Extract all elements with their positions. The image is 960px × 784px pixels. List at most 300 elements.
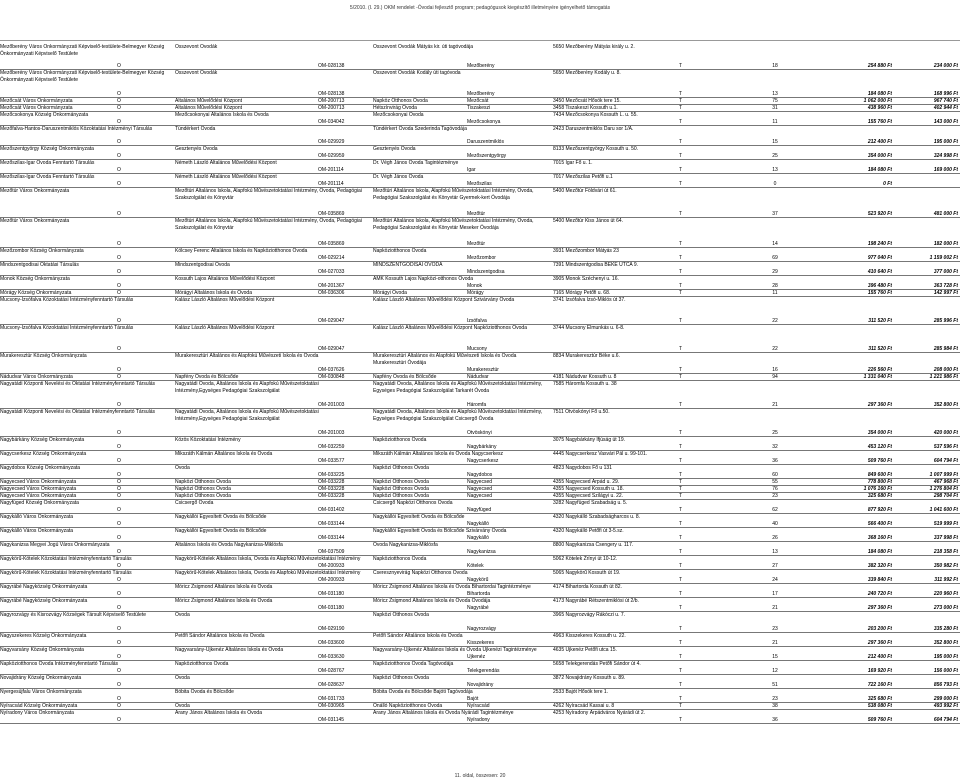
intezmeny-cell: Arany János Általános Iskola és Óvoda	[175, 710, 262, 716]
tipus-cell: T	[679, 98, 683, 104]
letszam-cell: 22	[772, 346, 778, 352]
intezmeny-cell: Összevont Óvodák	[175, 70, 218, 76]
telephely-cell: Napközi Otthonos Óvoda	[373, 675, 429, 681]
telephely-cell: Nagyatádi Óvoda, Általános Iskola és Alapfokú Művészetoktatási Intézmény, Egységes Pedagógiai Szakszolgálat Csicsergő Óvoda	[373, 409, 543, 422]
telepules-cell: Mezőcsokonya	[467, 119, 501, 125]
table-row	[0, 262, 960, 276]
ovoda-flag-cell: Ó	[117, 430, 121, 436]
tipus-cell: T	[679, 119, 683, 125]
om-id-cell: OM-029190	[318, 626, 345, 632]
telephely-cell: Petőfi Sándor Általános Iskola és Óvoda	[373, 633, 463, 639]
telepules-cell: Nagydobos	[467, 472, 493, 478]
letszam-cell: 62	[772, 507, 778, 513]
table-row	[0, 437, 960, 451]
telepules-cell: Izsófalva	[467, 318, 487, 324]
table-row	[0, 570, 960, 584]
megitelt-osszeg-cell: 352 800 Ft	[933, 640, 958, 646]
cim-cell: 2533 Bajót Hősök tere 1.	[553, 689, 609, 695]
om-id-cell: OM-031402	[318, 507, 345, 513]
megitelt-osszeg-cell: 1 221 986 Ft	[929, 374, 958, 380]
letszam-cell: 21	[772, 640, 778, 646]
intezmeny-cell: Csicsergő Óvoda	[175, 500, 214, 506]
letszam-cell: 75	[772, 98, 778, 104]
ovoda-flag-cell: Ó	[117, 283, 121, 289]
intezmeny-cell: Napközi Otthonos Óvoda	[175, 493, 231, 499]
table-row	[0, 353, 960, 374]
cim-cell: 5400 Mezőtúr Kiss János út 64.	[553, 218, 624, 224]
table-row	[0, 675, 960, 689]
intezmeny-cell: Mezőcsokonyai Általános Iskola és Óvoda	[175, 112, 269, 118]
telephely-cell: Cseresznyevirág Napközi Otthonos Óvoda	[373, 570, 468, 576]
fenntarto-cell: Nádudvar Város Önkormányzata	[0, 374, 73, 380]
telepules-cell: Nagybárkány	[467, 444, 497, 450]
megitelt-osszeg-cell: 1 159 002 Ft	[929, 255, 958, 261]
table-row	[0, 374, 960, 381]
letszam-cell: 13	[772, 167, 778, 173]
tipus-cell: T	[679, 682, 683, 688]
tipus-cell: T	[679, 374, 683, 380]
om-id-cell: OM-029047	[318, 318, 345, 324]
telephely-cell: Napközi Otthonos Óvoda	[373, 486, 429, 492]
table-row	[0, 451, 960, 465]
telephely-cell: Csicsergő Napközi Otthonos Óvoda	[373, 500, 453, 506]
om-id-cell: OM-028138	[318, 91, 345, 97]
igenyelt-osszeg-cell: 410 640 Ft	[867, 269, 892, 275]
tipus-cell: T	[679, 290, 683, 296]
ovoda-flag-cell: Ó	[117, 486, 121, 492]
table-row	[0, 70, 960, 98]
om-id-cell: OM-028767	[318, 668, 345, 674]
fenntarto-cell: Nagyszekeres Község Önkormányzata	[0, 633, 87, 639]
intezmeny-cell: Bóbita Óvoda és Bölcsőde	[175, 689, 234, 695]
letszam-cell: 21	[772, 402, 778, 408]
ovoda-flag-cell: Ó	[117, 346, 121, 352]
cim-cell: 7434 Mezőcsokonya Kossuth L. u. 55.	[553, 112, 638, 118]
table-row	[0, 612, 960, 633]
igenyelt-osszeg-cell: 566 400 Ft	[867, 521, 892, 527]
letszam-cell: 24	[772, 577, 778, 583]
ovoda-flag-cell: Ó	[117, 668, 121, 674]
tipus-cell: T	[679, 269, 683, 275]
igenyelt-osszeg-cell: 849 600 Ft	[867, 472, 892, 478]
letszam-cell: 55	[772, 479, 778, 485]
letszam-cell: 18	[772, 63, 778, 69]
ovoda-flag-cell: Ó	[117, 591, 121, 597]
megitelt-osszeg-cell	[900, 181, 958, 188]
cim-cell: 8800 Nagykanizsa Csengery u. 117.	[553, 542, 634, 548]
fenntarto-cell: Monok Község Önkormányzata	[0, 276, 70, 282]
ovoda-flag-cell: Ó	[117, 167, 121, 173]
telephely-cell: Mezőtúri Általános Iskola, Alapfokú Művészetoktatási Intézmény, Óvoda, Pedagógiai Szakszolgálat és Könyvtár Meseker Óvodája	[373, 218, 534, 231]
fenntarto-cell: Mezőzombor Község Önkormányzata	[0, 248, 84, 254]
om-id-cell: OM-031145	[318, 717, 345, 723]
fenntarto-cell: Nagyvarsány Község Önkormányzata	[0, 647, 84, 653]
tipus-cell: T	[679, 167, 683, 173]
telephely-cell: Napköziotthonos Óvoda Tagóvodája	[373, 661, 454, 667]
letszam-cell: 23	[772, 696, 778, 702]
om-id-cell: OM-030848	[318, 374, 345, 380]
intezmeny-cell: Gesztenyés Óvoda	[175, 146, 218, 152]
om-id-cell: OM-029959	[318, 153, 345, 159]
telephely-cell: Nagykállói Egyesített Óvoda és Bölcsőde Szivárvány Óvoda	[373, 528, 507, 534]
cim-cell: 4181 Nádudvar Kossuth u. 8	[553, 374, 617, 380]
letszam-cell: 76	[772, 486, 778, 492]
ovoda-flag-cell: Ó	[117, 374, 121, 380]
tipus-cell: T	[679, 402, 683, 408]
letszam-cell: 37	[772, 211, 778, 217]
telephely-cell: Tündérkert Óvoda Szederinda Tagóvodája	[373, 126, 467, 132]
intezmeny-cell: Kölcsey Ferenc Általános Iskola és Napköziotthonos Óvoda	[175, 248, 308, 254]
telepules-cell: Nagykálló	[467, 521, 489, 527]
cim-cell: 4355 Nagyecsed Kossuth u. 18.	[553, 486, 624, 492]
tipus-cell: T	[679, 591, 683, 597]
table-row	[0, 174, 960, 188]
telepules-cell: Nagyrozvágy	[467, 626, 497, 632]
cim-cell: 5065 Nagykörű Kossuth út 19.	[553, 570, 621, 576]
cim-cell: 5650 Mezőberény Kodály u. 8.	[553, 70, 621, 76]
megitelt-osszeg-cell: 156 000 Ft	[933, 668, 958, 674]
telephely-cell: Dr. Végh János Óvoda	[373, 174, 424, 180]
igenyelt-osszeg-cell: 523 920 Ft	[867, 211, 892, 217]
table-row	[0, 297, 960, 325]
ovoda-flag-cell: Ó	[117, 211, 121, 217]
telephely-cell: Összevont Óvodák Mátyás kir. úti tagóvodája	[373, 44, 474, 50]
telepules-cell: Mezőtúr	[467, 241, 486, 247]
intezmeny-cell: Napközi Otthonos Óvoda	[175, 479, 231, 485]
igenyelt-osszeg-cell: 297 360 Ft	[867, 640, 892, 646]
intezmeny-cell: Nagyatádi Óvoda, Általános Iskola és Alapfokú Művészetoktatási Intézmény,Egységes Pedagógiai Szakszolgálat	[175, 409, 319, 422]
ovoda-flag-cell: Ó	[117, 63, 121, 69]
telepules-cell: Mezőzombor	[467, 255, 496, 261]
ovoda-flag-cell: Ó	[117, 241, 121, 247]
intezmeny-cell: Nagykállói Egyesített Óvoda és Bölcsőde	[175, 514, 267, 520]
intezmeny-cell: Nagyatádi Óvoda, Általános Iskola és Alapfokú Művészetoktatási Intézmény,Egységes Pedagógiai Szakszolgálat	[175, 381, 319, 394]
megitelt-osszeg-cell: 1 041 600 Ft	[929, 507, 958, 513]
megitelt-osszeg-cell: 1 276 804 Ft	[929, 486, 958, 492]
intezmeny-cell: Napközi Otthonos Óvoda	[175, 486, 231, 492]
letszam-cell: 15	[772, 654, 778, 660]
telepules-cell: Újkenéz	[467, 654, 486, 660]
fenntarto-cell: Nagykálló Város Önkormányzata	[0, 514, 74, 520]
tipus-cell: T	[679, 535, 683, 541]
letszam-cell: 60	[772, 472, 778, 478]
table-row	[0, 146, 960, 160]
ovoda-flag-cell: Ó	[117, 139, 121, 145]
fenntarto-cell: Nagykálló Város Önkormányzata	[0, 528, 74, 534]
cim-cell: 8133 Mezőszentgyörgy Kossuth u. 50.	[553, 146, 639, 152]
telepules-cell: Nyíracsád	[467, 703, 490, 709]
intezmeny-cell: Mezőtúri Általános Iskola, Alapfokú Művészetoktatási Intézmény, Óvoda, Pedagógiai Szakszolgálat és Könyvtár	[175, 218, 362, 231]
table-row	[0, 514, 960, 528]
igenyelt-osszeg-cell: 212 400 Ft	[867, 654, 892, 660]
megitelt-osszeg-cell: 377 000 Ft	[933, 269, 958, 275]
letszam-cell: 23	[772, 626, 778, 632]
fenntarto-cell: Nagyecsed Város Önkormányzata	[0, 493, 77, 499]
telephely-cell: Móricz Zsigmond Általános Iskola és Óvoda Óvodája	[373, 598, 491, 604]
igenyelt-osszeg-cell: 240 720 Ft	[867, 591, 892, 597]
intezmeny-cell: Közös Közoktatási Intézmény	[175, 437, 241, 443]
igenyelt-osszeg-cell: 184 080 Ft	[867, 167, 892, 173]
tipus-cell: T	[679, 703, 683, 709]
telepules-cell: Murakeresztúr	[467, 367, 499, 373]
igenyelt-osszeg-cell: 382 320 Ft	[867, 563, 892, 569]
igenyelt-osszeg-cell: 538 080 Ft	[867, 703, 892, 709]
table-row	[0, 276, 960, 290]
telepules-cell: Nagycserkesz	[467, 458, 499, 464]
igenyelt-osszeg-cell: 453 120 Ft	[867, 444, 892, 450]
om-id-cell: OM-031180	[318, 591, 345, 597]
fenntarto-cell: Napköziotthonos Óvoda Intézményfenntartó Társulás	[0, 661, 119, 667]
tipus-cell: T	[679, 91, 683, 97]
intezmeny-cell: Kossuth Lajos Általános Művelődési Központ	[175, 276, 275, 282]
fenntarto-cell: Nagyecsed Város Önkormányzata	[0, 486, 77, 492]
om-id-cell: OM-033630	[318, 654, 345, 660]
ovoda-flag-cell: Ó	[117, 654, 121, 660]
cim-cell: 3282 Nagyfüged Szabadság u. 5.	[553, 500, 628, 506]
megitelt-osszeg-cell: 363 728 Ft	[933, 283, 958, 289]
intezmeny-cell: Tündérkert Óvoda	[175, 126, 216, 132]
telephely-cell: Mikszáth Kálmán Általános Iskola és Óvoda Nagycserkesz	[373, 451, 504, 457]
cim-cell: 3075 Nagybárkány Ifjúság út 19.	[553, 437, 625, 443]
intezmeny-cell: Kalász László Általános Művelődési Központ	[175, 297, 275, 303]
igenyelt-osszeg-cell: 339 840 Ft	[867, 577, 892, 583]
megitelt-osszeg-cell: 285 996 Ft	[933, 318, 958, 324]
ovoda-flag-cell: Ó	[117, 91, 121, 97]
megitelt-osszeg-cell: 208 000 Ft	[933, 367, 958, 373]
telepules-cell: Nagykanizsa	[467, 549, 496, 555]
telephely-cell: Napköziotthonos Óvoda	[373, 437, 427, 443]
telepules-cell: Nyíradony	[467, 717, 490, 723]
ovoda-flag-cell: Ó	[117, 458, 121, 464]
table-row	[0, 689, 960, 703]
om-id-cell: OM-029214	[318, 255, 345, 261]
intezmeny-cell: Napköziotthonos Óvoda	[175, 661, 229, 667]
telepules-cell: Bajót	[467, 696, 479, 702]
telephely-cell: Kalász László Általános Művelődési Központ Napköziotthonos Óvoda	[373, 325, 527, 331]
fenntarto-cell: Nagyatádi Központi Nevelési és Oktatási Intézményfenntartó Társulás	[0, 381, 155, 387]
om-id-cell: OM-033225	[318, 472, 345, 478]
intezmeny-cell: Általános Iskola és Óvoda Nagykanizsa-Miklósfa	[175, 542, 283, 548]
table-row	[0, 112, 960, 126]
cim-cell: 4963 Kisszekeres Kossuth u. 22.	[553, 633, 626, 639]
om-id-cell: OM-030965	[318, 703, 345, 709]
cim-cell: 3931 Mezőzombor Mátyás 23	[553, 248, 619, 254]
telephely-cell: Napköz Otthonos Óvoda	[373, 98, 428, 104]
tipus-cell: T	[679, 458, 683, 464]
fenntarto-cell: Nyergesújfalu Város Önkormányzata	[0, 689, 82, 695]
ovoda-flag-cell: Ó	[117, 682, 121, 688]
table-row	[0, 44, 960, 70]
telephely-cell: Óvoda Nagykanizsa-Miklósfa	[373, 542, 438, 548]
tipus-cell: T	[679, 139, 683, 145]
igenyelt-osszeg-cell: 1 331 040 Ft	[863, 374, 892, 380]
megitelt-osszeg-cell: 169 000 Ft	[933, 167, 958, 173]
table-row	[0, 556, 960, 570]
intezmeny-cell: Mindszentgodisai Óvoda	[175, 262, 230, 268]
fenntarto-cell: Mezőcsát Város Önkormányzata	[0, 98, 73, 104]
fenntarto-cell: Mindszentgodisai Oktatási Társulás	[0, 262, 79, 268]
table-row	[0, 584, 960, 598]
om-id-cell: OM-201367	[318, 283, 345, 289]
fenntarto-cell: Nagyfüged Község Önkormányzata	[0, 500, 79, 506]
megitelt-osszeg-cell: 856 793 Ft	[933, 682, 958, 688]
igenyelt-osszeg-cell: 155 760 Ft	[867, 290, 892, 296]
cim-cell: 5062 Kötelek Zrínyi út 10-12.	[553, 556, 618, 562]
ovoda-flag-cell: Ó	[117, 255, 121, 261]
telepules-cell: Nagyfüged	[467, 507, 492, 513]
telephely-cell: Kalász László Általános Művelődési Központ Szivárvány Óvoda	[373, 297, 515, 303]
cim-cell: 5400 Mezőtúr Földvári út 61.	[553, 188, 617, 194]
megitelt-osszeg-cell: 420 000 Ft	[933, 430, 958, 436]
telepules-cell: Mezőtúr	[467, 211, 486, 217]
letszam-cell: 14	[772, 241, 778, 247]
tipus-cell: T	[679, 654, 683, 660]
intezmeny-cell: Nagykörű-Kötelek Általános Iskola, Óvoda és Alapfokú Művészetoktatási Intézmény	[175, 556, 361, 562]
ovoda-flag-cell: Ó	[117, 696, 121, 702]
tipus-cell: T	[679, 367, 683, 373]
ovoda-flag-cell: Ó	[117, 626, 121, 632]
cim-cell: 3872 Novajidrány Kossuth u. 89.	[553, 675, 626, 681]
cim-cell: 4320 Nagykálló Szabadságharcos u. 8.	[553, 514, 641, 520]
fenntarto-cell: Mezőtúr Város Önkormányzata	[0, 218, 70, 224]
igenyelt-osszeg-cell: 184 080 Ft	[867, 91, 892, 97]
ovoda-flag-cell: Ó	[117, 479, 121, 485]
intezmeny-cell: Óvoda	[175, 675, 190, 681]
igenyelt-osszeg-cell: 438 960 Ft	[867, 105, 892, 111]
intezmeny-cell: Mezőtúri Általános Iskola, Alapfokú Művészetoktatási Intézmény, Óvoda, Pedagógiai Szakszolgálat és Könyvtár	[175, 188, 362, 201]
intezmeny-cell: Óvoda	[175, 612, 190, 618]
intezmeny-cell: Móricz Zsigmond Általános Iskola és Óvoda	[175, 584, 273, 590]
telepules-cell: Mezőberény	[467, 91, 495, 97]
letszam-cell: 26	[772, 535, 778, 541]
igenyelt-osszeg-cell: 184 080 Ft	[867, 549, 892, 555]
telepules-cell: Nagykálló	[467, 535, 489, 541]
cim-cell: 3741 Izsófalva Izsó-Miklós út 37.	[553, 297, 626, 303]
letszam-cell: 13	[772, 91, 778, 97]
cim-cell: 3905 Monok Széchenyi u. 16.	[553, 276, 619, 282]
letszam-cell: 38	[772, 703, 778, 709]
telepules-cell: Igar	[467, 167, 476, 173]
letszam-cell: 17	[772, 591, 778, 597]
cim-cell: 2423 Daruszentmiklós Daru sor 1/A.	[553, 126, 634, 132]
megitelt-osszeg-cell: 467 968 Ft	[933, 479, 958, 485]
letszam-cell: 25	[772, 430, 778, 436]
telepules-cell: Mezőberény	[467, 63, 495, 69]
megitelt-osszeg-cell: 234 000 Ft	[933, 63, 958, 69]
intezmeny-cell: Petőfi Sándor Általános Iskola és Óvoda	[175, 633, 265, 639]
megitelt-osszeg-cell: 481 000 Ft	[933, 211, 958, 217]
allocation-table	[0, 44, 960, 724]
cim-cell: 3450 Mezőcsát Hősök tere 15.	[553, 98, 621, 104]
cim-cell: 7015 Igar Fő u. 1.	[553, 160, 593, 166]
telepules-cell: Mezőszilas	[467, 181, 492, 187]
megitelt-osszeg-cell: 311 992 Ft	[934, 577, 958, 583]
megitelt-osszeg-cell: 350 982 Ft	[933, 563, 958, 569]
igenyelt-osszeg-cell: 1 076 160 Ft	[863, 486, 892, 492]
telephely-cell: Nagyvarsány-Újkenéz Általános Iskola és Óvoda Újkenézi Tagintézménye	[373, 647, 537, 653]
om-id-cell: OM-035869	[318, 241, 345, 247]
telephely-cell: Nagykállói Egyesített Óvoda és Bölcsőde	[373, 514, 465, 520]
megitelt-osszeg-cell: 493 992 Ft	[933, 703, 958, 709]
cim-cell: 4173 Nagyrábé Rétszentmiklósi út 2/b.	[553, 598, 639, 604]
ovoda-flag-cell: Ó	[117, 507, 121, 513]
telepules-cell: Telekgerendás	[467, 668, 500, 674]
table-row	[0, 479, 960, 486]
tipus-cell: T	[679, 346, 683, 352]
ovoda-flag-cell: Ó	[117, 444, 121, 450]
om-id-cell: OM-034042	[318, 119, 345, 125]
intezmeny-cell: Murakeresztúri Általános és Alapfokú Művészeti Iskola és Óvoda	[175, 353, 319, 359]
fenntarto-cell: Mezőszilas-Igar Óvoda Fenntartó Társulás	[0, 174, 95, 180]
table-row	[0, 98, 960, 105]
om-id-cell: OM-028637	[318, 682, 345, 688]
om-id-cell: OM-027033	[318, 269, 345, 275]
letszam-cell: 16	[772, 367, 778, 373]
megitelt-osszeg-cell: 519 999 Ft	[933, 521, 958, 527]
igenyelt-osszeg-cell: 354 000 Ft	[867, 430, 892, 436]
igenyelt-osszeg-cell: 297 360 Ft	[867, 605, 892, 611]
telephely-cell: Mórágyi Óvoda	[373, 290, 407, 296]
om-id-cell: OM-033144	[318, 535, 345, 541]
letszam-cell: 36	[772, 717, 778, 723]
fenntarto-cell: Mezőszilas-Igar Óvoda Fenntartó Társulás	[0, 160, 95, 166]
megitelt-osszeg-cell: 352 800 Ft	[933, 402, 958, 408]
megitelt-osszeg-cell: 143 000 Ft	[933, 119, 958, 125]
om-id-cell: OM-201003	[318, 402, 345, 408]
igenyelt-osszeg-cell: 311 520 Ft	[868, 318, 892, 324]
igenyelt-osszeg-cell: 0 Ft	[883, 181, 892, 187]
fenntarto-cell: Mezőcsokonya Község Önkormányzata	[0, 112, 89, 118]
telephely-cell: Hétszínvirág Óvoda	[373, 105, 417, 111]
igenyelt-osszeg-cell: 877 920 Ft	[867, 507, 892, 513]
letszam-cell: 36	[772, 458, 778, 464]
telepules-cell: Daruszentmiklós	[467, 139, 504, 145]
intezmeny-cell: Mórágyi Általános Iskola és Óvoda	[175, 290, 252, 296]
letszam-cell: 23	[772, 493, 778, 499]
ovoda-flag-cell: Ó	[117, 105, 121, 111]
intezmeny-cell: Napfény Óvoda és Bölcsőde	[175, 374, 239, 380]
igenyelt-osszeg-cell: 226 560 Ft	[867, 367, 892, 373]
telepules-cell: Mórágy	[467, 290, 484, 296]
om-id-cell: OM-036306	[318, 290, 345, 296]
megitelt-osszeg-cell: 182 000 Ft	[933, 241, 958, 247]
igenyelt-osszeg-cell: 311 520 Ft	[868, 346, 892, 352]
igenyelt-osszeg-cell: 169 920 Ft	[867, 668, 892, 674]
fenntarto-cell: Nagykörű-Kötelek Közoktatási Intézményfenntartó Társulás	[0, 570, 132, 576]
om-id-cell: OM-037626	[318, 367, 345, 373]
igenyelt-osszeg-cell: 325 680 Ft	[867, 493, 892, 499]
megitelt-osszeg-cell: 168 996 Ft	[933, 91, 958, 97]
om-id-cell: OM-029047	[318, 346, 345, 352]
om-id-cell: OM-201114	[318, 167, 344, 173]
fenntarto-cell: Nyíradony Város Önkormányzata	[0, 710, 74, 716]
megitelt-osszeg-cell: 218 358 Ft	[933, 549, 958, 555]
table-row	[0, 248, 960, 262]
table-row	[0, 703, 960, 710]
om-id-cell: OM-200933	[318, 577, 345, 583]
cim-cell: 3965 Nagyrozvágy Rákóczi u. 7.	[553, 612, 625, 618]
megitelt-osszeg-cell: 195 000 Ft	[933, 654, 958, 660]
cim-cell: 5658 Telekgerendás Petőfi Sándor út 4.	[553, 661, 641, 667]
letszam-cell: 11	[772, 290, 778, 296]
fenntarto-cell: Mezőszentgyörgy Község Önkormányzata	[0, 146, 94, 152]
om-id-cell: OM-031733	[318, 696, 345, 702]
telephely-cell: Összevont Óvodák Kodály úti tagóvoda	[373, 70, 461, 76]
cim-cell: 3744 Mucsony Élmunkás u. 6-8.	[553, 325, 625, 331]
cim-cell: 4823 Nagydobos Fő u 131	[553, 465, 612, 471]
telepules-cell: Kötelek	[467, 563, 484, 569]
megitelt-osszeg-cell: 324 998 Ft	[933, 153, 958, 159]
